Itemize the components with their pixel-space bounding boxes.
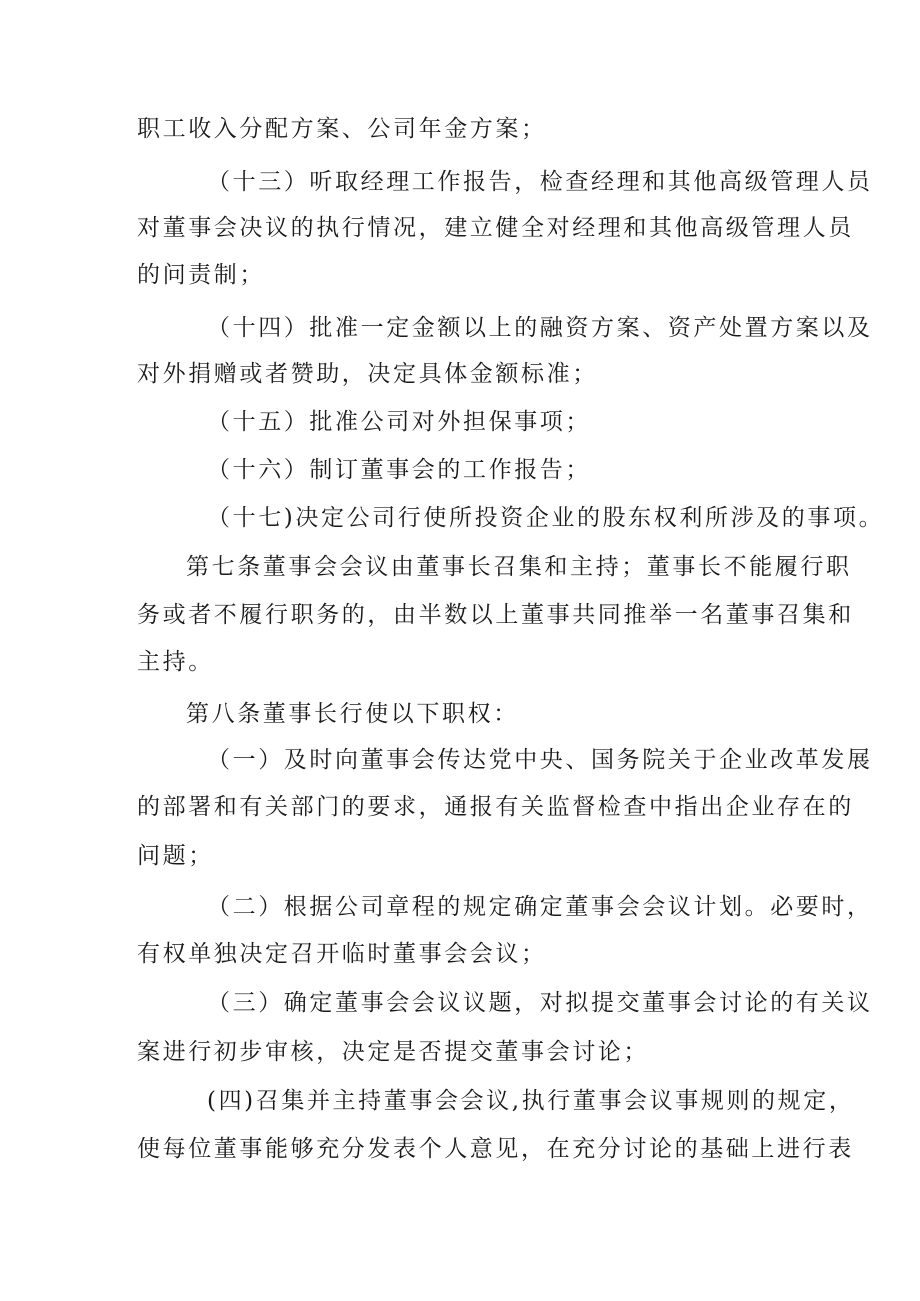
paragraph-line: （十三）听取经理工作报告，检查经理和其他高级管理人员 [207,169,873,195]
paragraph-line: 的问责制； [137,262,265,288]
paragraph-line: 案进行初步审核，决定是否提交董事会讨论； [137,1039,649,1065]
paragraph-line: 第八条董事长行使以下职权： [186,701,519,727]
paragraph-line: 主持。 [137,649,214,675]
paragraph-line: 有权单独决定召开临时董事会会议； [137,941,547,967]
paragraph-line: （三）确定董事会会议议题，对拟提交董事会讨论的有关议 [207,990,873,1016]
paragraph-line: 对董事会决议的执行情况，建立健全对经理和其他高级管理人员 [137,215,854,241]
paragraph-line: （十四）批准一定金额以上的融资方案、资产处置方案以及 [207,315,873,341]
paragraph-line: 对外捐赠或者赞助，决定具体金额标准； [137,361,598,387]
paragraph-line: 问题； [137,843,214,869]
paragraph-line: 使每位董事能够充分发表个人意见，在充分讨论的基础上进行表 [137,1136,854,1162]
paragraph-line: 职工收入分配方案、公司年金方案； [137,116,547,142]
paragraph-line: (四)召集并主持董事会会议,执行董事会议事规则的规定， [207,1088,855,1114]
paragraph-line: 的部署和有关部门的要求，通报有关监督检查中指出企业存在的 [137,794,854,820]
paragraph-line: （十五）批准公司对外担保事项； [207,409,591,435]
paragraph-line: 第七条董事会会议由董事长召集和主持；董事长不能履行职 [186,554,852,580]
paragraph-line: （一）及时向董事会传达党中央、国务院关于企业改革发展 [207,747,873,773]
paragraph-line: （二）根据公司章程的规定确定董事会会议计划。必要时， [207,894,873,920]
paragraph-line: （十六）制订董事会的工作报告； [207,457,591,483]
paragraph-line: 务或者不履行职务的，由半数以上董事共同推举一名董事召集和 [137,602,854,628]
paragraph-line: （十七)决定公司行使所投资企业的股东权利所涉及的事项。 [207,505,885,531]
